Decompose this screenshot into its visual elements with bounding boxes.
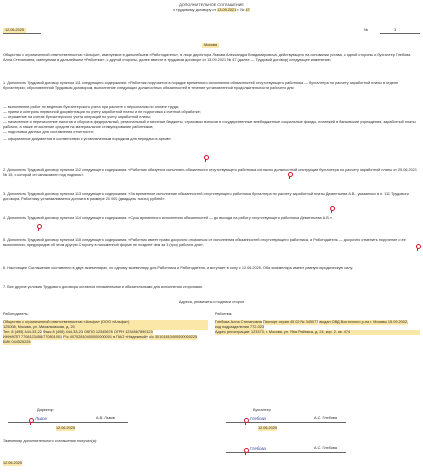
subtitle-contract-date: 13.09.2021 xyxy=(217,8,237,12)
subtitle-prefix: к трудовому договору от xyxy=(173,8,217,12)
employer-line: к/с 30101810400000000225 xyxy=(149,335,198,339)
employee-line: Паспорт серия 45 02 № 345077 xyxy=(262,320,319,324)
employer-block xyxy=(3,312,208,345)
copy-initials: А.С. Глебова xyxy=(314,446,337,450)
copy-signature: Глебова xyxy=(250,446,266,451)
clause-1: 1. Дополнить Трудовой договор пунктом 111 следующего содержания: «Работник поручается в порядке временного исполнения обязанностей отсутствующего работника — бухгалтера по расчету заработной платы в отделе бухгалтерии, обусловленной Трудовым договором, выполнение следующих должностных обязанностей в течение установленной продолжительности рабочего дня: xyxy=(3,81,399,90)
city: Москва xyxy=(204,43,217,47)
addresses-title: Адреса, реквизиты и подписи сторон xyxy=(178,300,245,304)
employer-line: ИНН/КПП 7708123456/770801001 xyxy=(3,335,63,339)
duty-item: — прием и контроль первичной документации по учету заработной платы и ее подготовка к счетной обработке; xyxy=(3,110,201,114)
employee-line: Глебова Алла Степановна xyxy=(215,320,262,324)
subtitle-no-label: г. № xyxy=(237,8,245,12)
employee-label: Работник: xyxy=(215,312,233,316)
marker-icon xyxy=(203,155,209,161)
director-sign-line xyxy=(8,422,128,423)
employer-line: Факс 8 (495) 444-33-23 xyxy=(42,330,83,334)
director-label: Директор xyxy=(37,408,54,412)
duties-list xyxy=(3,105,419,142)
employer-line: ОГРН 1234567890123 xyxy=(113,330,153,334)
duty-item: — отражение на счетах бухгалтерского учета операций по учету заработной платы; xyxy=(3,115,152,119)
director-initials: А.В. Львов xyxy=(96,416,115,420)
employer-line: БИК 044525225 xyxy=(3,340,31,344)
marker-icon xyxy=(36,224,42,230)
employee-block xyxy=(215,312,420,335)
subtitle-contract-no: 47 xyxy=(245,8,250,12)
marker-icon xyxy=(28,418,34,424)
employer-line: Общество с ограниченной ответственностью «Альфа» (ООО «Альфа») xyxy=(3,320,208,325)
accountant-date: 12.06.2025 xyxy=(258,426,278,430)
clause-5: 5. Дополнить Трудовой договор пунктом 115 следующего содержания: «Работник имеет право досрочно отказаться от исполнения обязанностей отсутствующего работника, а Работодатель — досрочно отменить поручение о ее выполнении, предупредив об этом другую Сторону в письменной форме не позднее чем за 3 (три) рабочих дня». xyxy=(3,238,406,247)
marker-icon xyxy=(287,172,293,178)
duty-item: — подготовка данных для составления отчетности; xyxy=(3,130,94,134)
doc-subtitle xyxy=(0,8,423,13)
intro-paragraph: Общество с ограниченной ответственностью «Альфа», именуемое в дальнейшем «Работодатель», в лице директора Львова Александра Владимировича, действующего на основании устава, с одной стороны и бухгалтер Глебова Алла Степановна, именуемая в дальнейшем «Работник», с другой стороны, далее вместе в трудовом договоре от 13.09.2021 № 47 (далее — Трудовой договор) следующее изменение: xyxy=(3,53,411,62)
duty-item: — начисление и перечисление налогов и сборов в федеральный, региональный и местные бюджеты, страховых взносов в государственные внебюджетные социальные фонды, платежей в банковские учреждения, заработной платы рабочих, а также отчисление средств на материальное стимулирование работников; xyxy=(3,120,416,129)
clause-4: 4. Дополнить Трудовой договор пунктом 114 следующего содержания: «Срок временного исполнения обязанностей — до выхода на работу отсутствующего работника Дементьева А.В.». xyxy=(3,216,333,220)
director-date: 12.06.2025 xyxy=(56,426,76,430)
accountant-label: Бухгалтер xyxy=(253,408,271,412)
duty-item: — оформление документов в соответствии с установленным порядком для передачи в архив». xyxy=(3,137,172,141)
employee-line: код подразделения 772-023 xyxy=(215,325,264,329)
duty-item: — выполнение работ по ведению бухгалтерского учета при расчете с персоналом по оплате труда; xyxy=(3,105,179,109)
employer-line: 125008, Москва, ул. Михалковская, д. 20 xyxy=(3,325,208,330)
copy-date: 12.06.2025 xyxy=(3,461,23,465)
clause-7: 7. Все другие условия Трудового договора остаются неизменными и обязательными для исполнения сторонами. xyxy=(3,285,203,289)
marker-icon xyxy=(243,448,249,454)
no-underline xyxy=(380,33,420,34)
employee-line: Адрес регистрации: 123373, г. Москва, ул. Яна Райниса, д. 24, кор. 2, кв. 474 xyxy=(215,330,420,335)
copy-received-label: Экземпляр дополнительного соглашения получил(а): xyxy=(3,439,98,443)
marker-icon xyxy=(415,244,421,250)
doc-date: 12.06.2025 xyxy=(5,28,25,32)
clause-2: 2. Дополнить Трудовой договор пунктом 112 следующего содержания: «Работник обязуется исполнять обязанности отсутствующего работника согласно должностной инструкции бухгалтера по расчету заработной платы от 25.06.2021 № 15, с которой он ознакомлен под подпись». xyxy=(3,168,417,177)
employer-line: Р/с 40702810400000000001 в ПАО «Надежный» xyxy=(63,335,149,339)
director-signature: Львов xyxy=(35,416,47,421)
clause-3: 3. Дополнить Трудовой договор пунктом 113 следующего содержания: «За временное исполнение обязанностей отсутствующего работника бухгалтера по расчету заработной платы Дементьева А.В., указанных в п. 111 Трудового договора, Работнику устанавливается доплата в размере 20 000 (двадцать тысяч) рублей». xyxy=(3,192,409,201)
marker-icon xyxy=(243,418,249,424)
doc-no-label: № xyxy=(364,28,369,32)
doc-no: 3 xyxy=(394,28,397,32)
date-underline xyxy=(3,33,41,34)
employer-line: Тел. 8 (495) 444-33-22 xyxy=(3,330,42,334)
accountant-initials: А.С. Глебова xyxy=(314,416,337,420)
marker-icon xyxy=(329,206,335,212)
clause-6: 6. Настоящее Соглашение составлено в двух экземплярах, по одному экземпляру для Работника и Работодателя, и вступает в силу с 12.06.2025. Оба экземпляра имеют равную юридическую силу. xyxy=(3,266,354,270)
doc-title-text: ДОПОЛНИТЕЛЬНОЕ СОГЛАШЕНИЕ xyxy=(179,3,244,7)
employee-line: выдан ОВД Восточного р-на г. Москвы 15.09.2002, xyxy=(319,320,408,324)
employer-line: ОКПО 12345678 xyxy=(84,330,113,334)
accountant-signature: Глебова xyxy=(250,416,266,421)
employer-label: Работодатель: xyxy=(3,312,29,316)
